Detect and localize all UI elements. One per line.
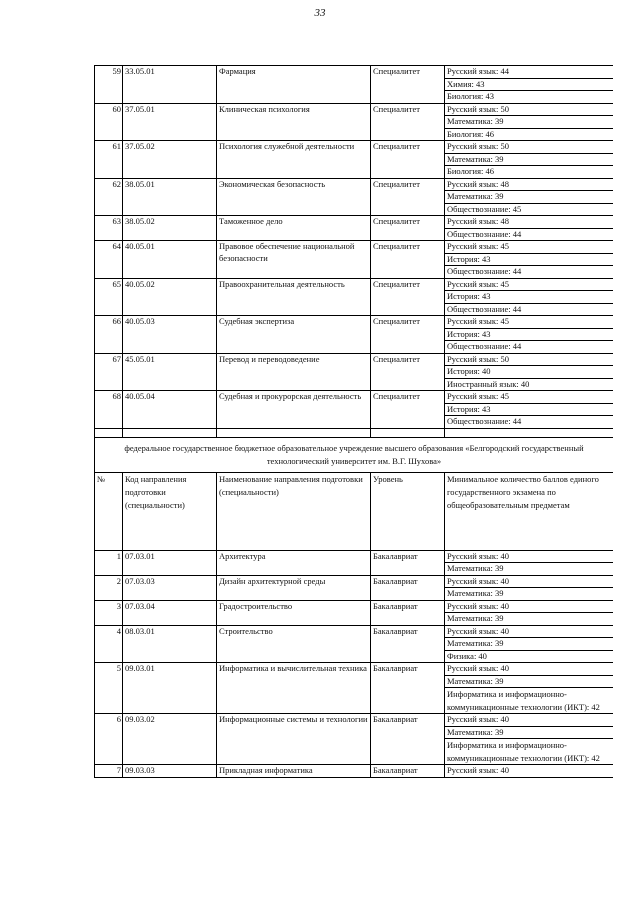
education-level: Бакалавриат: [371, 663, 445, 714]
table-row: [95, 391, 614, 404]
education-level: Бакалавриат: [371, 714, 445, 765]
row-number: 7: [95, 765, 123, 778]
table-row: [95, 625, 614, 638]
blank-row: [95, 428, 614, 437]
min-score: Русский язык: 48: [445, 216, 614, 229]
min-score: Русский язык: 45: [445, 241, 614, 254]
min-score: Обществознание: 44: [445, 303, 614, 316]
row-number: 68: [95, 391, 123, 429]
direction-name: Судебная экспертиза: [217, 316, 371, 354]
row-number: 4: [95, 625, 123, 663]
education-level: Специалитет: [371, 316, 445, 354]
row-number: 60: [95, 103, 123, 141]
section-1-body: [95, 66, 614, 429]
min-score: Русский язык: 48: [445, 178, 614, 191]
direction-name: Дизайн архитектурной среды: [217, 575, 371, 600]
min-score: История: 43: [445, 291, 614, 304]
row-number: 1: [95, 550, 123, 575]
row-number: 6: [95, 714, 123, 765]
table-row: [95, 765, 614, 778]
min-score: Математика: 39: [445, 726, 614, 739]
table-row: [95, 216, 614, 229]
direction-code: 38.05.02: [123, 216, 217, 241]
education-level: Специалитет: [371, 353, 445, 391]
direction-code: 07.03.03: [123, 575, 217, 600]
min-score: Биология: 43: [445, 91, 614, 104]
table-row: [95, 178, 614, 191]
min-score: История: 43: [445, 403, 614, 416]
education-level: Бакалавриат: [371, 575, 445, 600]
direction-code: 40.05.02: [123, 278, 217, 316]
table-row: [95, 353, 614, 366]
min-score: Обществознание: 44: [445, 228, 614, 241]
min-score: Математика: 39: [445, 638, 614, 651]
admission-table-frame: [94, 65, 613, 846]
education-level: Специалитет: [371, 241, 445, 279]
min-score: Математика: 39: [445, 613, 614, 626]
table-row: [95, 241, 614, 254]
direction-code: 07.03.01: [123, 550, 217, 575]
direction-name: Информатика и вычислительная техника: [217, 663, 371, 714]
table-row: [95, 278, 614, 291]
min-score: Математика: 39: [445, 675, 614, 688]
min-score: Русский язык: 40: [445, 765, 614, 778]
table-row: [95, 316, 614, 329]
min-score: Обществознание: 44: [445, 416, 614, 429]
min-score: Информатика и информационно-коммуникационные технологии (ИКТ): 42: [445, 739, 614, 765]
direction-name: Правоохранительная деятельность: [217, 278, 371, 316]
row-number: 59: [95, 66, 123, 104]
table-row: [95, 575, 614, 588]
education-level: Специалитет: [371, 178, 445, 216]
education-level: Бакалавриат: [371, 765, 445, 778]
direction-name: Информационные системы и технологии: [217, 714, 371, 765]
row-number: 3: [95, 600, 123, 625]
education-level: Специалитет: [371, 216, 445, 241]
row-number: 66: [95, 316, 123, 354]
row-number: 64: [95, 241, 123, 279]
min-score: Химия: 43: [445, 78, 614, 91]
table-row: [95, 714, 614, 727]
min-score: Математика: 39: [445, 563, 614, 576]
table-row: [95, 550, 614, 563]
min-score: Математика: 39: [445, 191, 614, 204]
min-score: Русский язык: 45: [445, 391, 614, 404]
row-number: 65: [95, 278, 123, 316]
table-row: [95, 141, 614, 154]
header-scores: Минимальное количество баллов единого государственного экзамена по общеобразовательным предметам: [445, 472, 614, 550]
direction-name: Градостроительство: [217, 600, 371, 625]
education-level: Бакалавриат: [371, 625, 445, 663]
min-score: Русский язык: 45: [445, 278, 614, 291]
education-level: Бакалавриат: [371, 550, 445, 575]
min-score: Русский язык: 40: [445, 663, 614, 676]
education-level: Специалитет: [371, 66, 445, 104]
education-level: Бакалавриат: [371, 600, 445, 625]
direction-name: Прикладная информатика: [217, 765, 371, 778]
min-score: Русский язык: 40: [445, 600, 614, 613]
direction-code: 37.05.01: [123, 103, 217, 141]
min-score: Русский язык: 40: [445, 714, 614, 727]
section-2-body: [95, 550, 614, 777]
direction-name: Судебная и прокурорская деятельность: [217, 391, 371, 429]
direction-code: 07.03.04: [123, 600, 217, 625]
direction-code: 09.03.03: [123, 765, 217, 778]
direction-code: 33.05.01: [123, 66, 217, 104]
page-number: 33: [314, 7, 326, 19]
min-score: История: 40: [445, 366, 614, 379]
min-score: Биология: 46: [445, 166, 614, 179]
direction-code: 37.05.02: [123, 141, 217, 179]
min-score: Информатика и информационно-коммуникационные технологии (ИКТ): 42: [445, 688, 614, 714]
min-score: Обществознание: 44: [445, 266, 614, 279]
education-level: Специалитет: [371, 103, 445, 141]
direction-code: 40.05.03: [123, 316, 217, 354]
table-row: [95, 103, 614, 116]
direction-name: Клиническая психология: [217, 103, 371, 141]
row-number: 63: [95, 216, 123, 241]
direction-name: Экономическая безопасность: [217, 178, 371, 216]
header-code: Код направления подготовки (специальности): [123, 472, 217, 550]
education-level: Специалитет: [371, 278, 445, 316]
min-score: Русский язык: 45: [445, 316, 614, 329]
organization-name: федеральное государственное бюджетное образовательное учреждение высшего образования «Белгородский государственный технологический университет им. В.Г. Шухова»: [95, 437, 614, 472]
min-score: Физика: 40: [445, 650, 614, 663]
separator-body: [95, 428, 614, 550]
row-number: 61: [95, 141, 123, 179]
row-number: 62: [95, 178, 123, 216]
table-row: [95, 663, 614, 676]
direction-name: Фармация: [217, 66, 371, 104]
header-name: Наименование направления подготовки (специальности): [217, 472, 371, 550]
min-score: Русский язык: 40: [445, 625, 614, 638]
direction-code: 45.05.01: [123, 353, 217, 391]
row-number: 2: [95, 575, 123, 600]
min-score: Русский язык: 50: [445, 103, 614, 116]
table-row: [95, 600, 614, 613]
direction-code: 40.05.04: [123, 391, 217, 429]
direction-name: Психология служебной деятельности: [217, 141, 371, 179]
header-level: Уровень: [371, 472, 445, 550]
direction-name: Правовое обеспечение национальной безопасности: [217, 241, 371, 279]
direction-code: 09.03.02: [123, 714, 217, 765]
min-score: Математика: 39: [445, 116, 614, 129]
min-score: Математика: 39: [445, 153, 614, 166]
min-score: Иностранный язык: 40: [445, 378, 614, 391]
table-row: [95, 66, 614, 79]
min-score: Русский язык: 40: [445, 575, 614, 588]
min-score: Математика: 39: [445, 588, 614, 601]
min-score: Обществознание: 44: [445, 341, 614, 354]
min-score: Русский язык: 40: [445, 550, 614, 563]
min-score: История: 43: [445, 253, 614, 266]
education-level: Специалитет: [371, 141, 445, 179]
min-score: История: 43: [445, 328, 614, 341]
direction-name: Перевод и переводоведение: [217, 353, 371, 391]
min-score: Обществознание: 45: [445, 203, 614, 216]
row-number: 5: [95, 663, 123, 714]
min-score: Биология: 46: [445, 128, 614, 141]
direction-code: 09.03.01: [123, 663, 217, 714]
header-no: №: [95, 472, 123, 550]
direction-name: Архитектура: [217, 550, 371, 575]
header-row: [95, 472, 614, 550]
min-score: Русский язык: 44: [445, 66, 614, 79]
direction-code: 08.03.01: [123, 625, 217, 663]
direction-code: 40.05.01: [123, 241, 217, 279]
education-level: Специалитет: [371, 391, 445, 429]
direction-name: Таможенное дело: [217, 216, 371, 241]
min-score: Русский язык: 50: [445, 141, 614, 154]
direction-name: Строительство: [217, 625, 371, 663]
row-number: 67: [95, 353, 123, 391]
admission-table: [94, 65, 613, 778]
organization-row: [95, 437, 614, 472]
min-score: Русский язык: 50: [445, 353, 614, 366]
direction-code: 38.05.01: [123, 178, 217, 216]
